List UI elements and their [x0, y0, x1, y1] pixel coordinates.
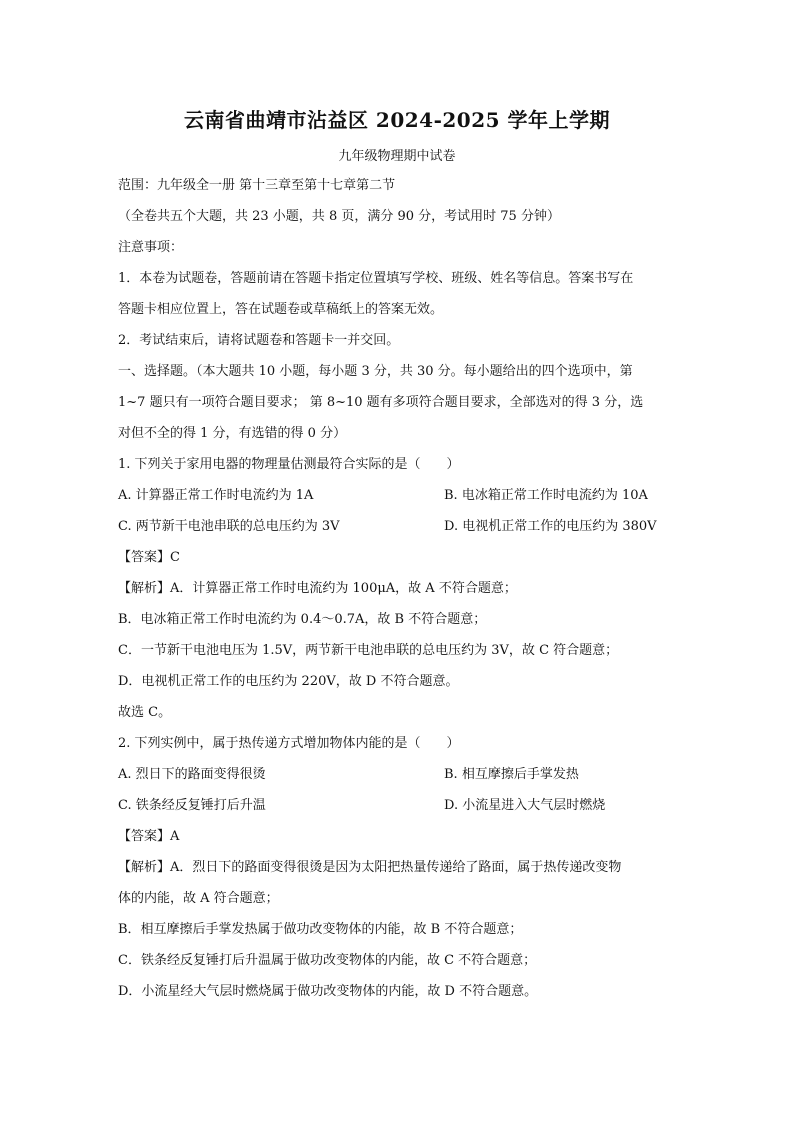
question-1-stem: 1. 下列关于家用电器的物理量估测最符合实际的是（ ）	[118, 457, 460, 472]
section-1-heading-line-1: 一、选择题。（本大题共 10 小题，每小题 3 分，共 30 分。每小题给出的四个选项中，第	[118, 364, 633, 379]
question-1-option-d: D. 电视机正常工作的电压约为 380V	[444, 519, 657, 534]
question-1-option-c: C. 两节新干电池串联的总电压约为 3V	[118, 519, 340, 534]
section-1-heading-line-2: 1~7 题只有一项符合题目要求； 第 8~10 题有多项符合题目要求，全部选对的得 3 分，选	[118, 395, 644, 410]
question-2-analysis-d: D．小流星经大气层时燃烧属于做功改变物体的内能，故 D 不符合题意。	[118, 984, 538, 999]
question-1-option-a: A. 计算器正常工作时电流约为 1A	[118, 488, 314, 503]
question-2-option-a: A. 烈日下的路面变得很烫	[118, 767, 266, 782]
page-title: 云南省曲靖市沾益区 2024-2025 学年上学期	[183, 108, 611, 132]
exam-info-line: （全卷共五个大题，共 23 小题，共 8 页，满分 90 分，考试用时 75 分钟）	[118, 209, 560, 224]
notice-title: 注意事项：	[118, 240, 184, 255]
question-1-answer: 【答案】C	[118, 550, 180, 565]
question-2-option-c: C. 铁条经反复锤打后升温	[118, 798, 266, 813]
notice-1-line-1: 1．本卷为试题卷，答题前请在答题卡指定位置填写学校、班级、姓名等信息。答案书写在	[118, 271, 634, 286]
question-1-analysis-c: C．一节新干电池电压为 1.5V，两节新干电池串联的总电压约为 3V，故 C 符合题意；	[118, 643, 619, 658]
notice-1-line-2: 答题卡相应位置上，答在试题卷或草稿纸上的答案无效。	[118, 302, 444, 317]
question-2-option-b: B. 相互摩擦后手掌发热	[444, 767, 579, 782]
question-1-analysis-a: 【解析】A．计算器正常工作时电流约为 100μA，故 A 不符合题意；	[118, 581, 517, 596]
notice-2: 2．考试结束后，请将试题卷和答题卡一并交回。	[118, 333, 400, 348]
scope-line: 范围：九年级全一册 第十三章至第十七章第二节	[118, 178, 396, 193]
question-2-analysis-c: C．铁条经反复锤打后升温属于做功改变物体的内能，故 C 不符合题意；	[118, 953, 537, 968]
question-1-analysis-b: B．电冰箱正常工作时电流约为 0.4～0.7A，故 B 不符合题意；	[118, 612, 487, 627]
section-1-heading-line-3: 对但不全的得 1 分，有选错的得 0 分）	[118, 426, 347, 441]
question-1-conclusion: 故选 C。	[118, 705, 172, 720]
question-2-answer: 【答案】A	[118, 829, 180, 844]
question-2-analysis-b: B．相互摩擦后手掌发热属于做功改变物体的内能，故 B 不符合题意；	[118, 922, 523, 937]
question-2-analysis-a-line-2: 体的内能，故 A 符合题意；	[118, 891, 279, 906]
page-subtitle: 九年级物理期中试卷	[338, 149, 456, 164]
question-2-analysis-a-line-1: 【解析】A．烈日下的路面变得很烫是因为太阳把热量传递给了路面，属于热传递改变物	[118, 860, 622, 875]
question-1-analysis-d: D．电视机正常工作的电压约为 220V，故 D 不符合题意。	[118, 674, 459, 689]
question-2-stem: 2. 下列实例中，属于热传递方式增加物体内能的是（ ）	[118, 736, 460, 751]
question-1-option-b: B. 电冰箱正常工作时电流约为 10A	[444, 488, 648, 503]
question-2-option-d: D. 小流星进入大气层时燃烧	[444, 798, 606, 813]
